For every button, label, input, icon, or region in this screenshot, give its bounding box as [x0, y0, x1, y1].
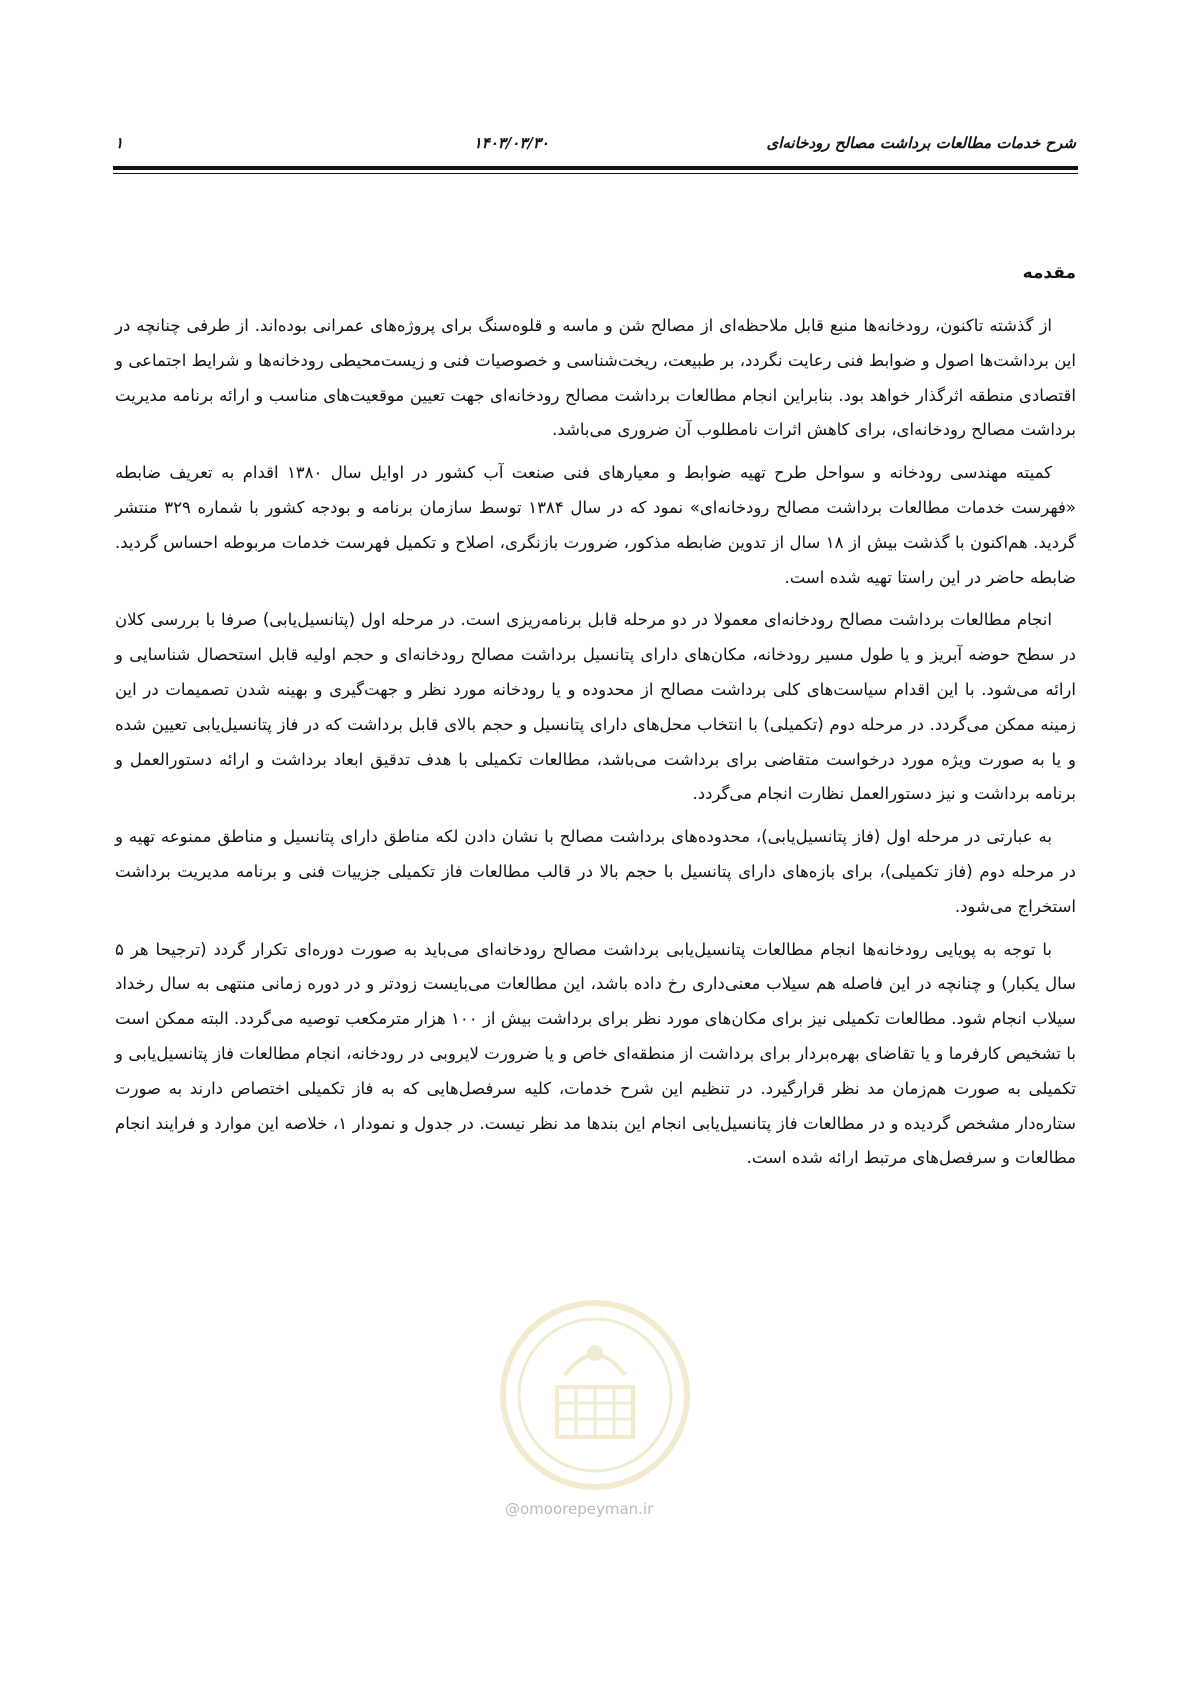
header-title: شرح خدمات مطالعات برداشت مصالح رودخانه‌ای [766, 134, 1076, 152]
watermark-url: @omoorepeyman.ir [505, 1500, 654, 1518]
paragraph: انجام مطالعات برداشت مصالح رودخانه‌ای معمولا در دو مرحله قابل برنامه‌ریزی است. در مرحله اول (پتانسیل‌یابی) صرفا با بررسی کلان در سطح حوضه آبریز و یا طول مسیر رودخانه، مکان‌های دارای پتانسیل برداشت مصالح رودخانه‌ای و حجم اولیه قابل استحصال شناسایی و ارائه می‌شود. با این اقدام سیاست‌های کلی برداشت مصالح از محدوده و یا رودخانه مورد نظر و جهت‌گیری و بهینه شدن تصمیمات در این زمینه ممکن می‌گردد. در مرحله دوم (تکمیلی) با انتخاب محل‌های دارای پتانسیل و حجم بالای قابل برداشت که در فاز پتانسیل‌یابی تعیین شده و یا به صورت ویژه مورد درخواست متقاضی برای برداشت می‌باشد، مطالعات تکمیلی با هدف تدقیق ابعاد برداشت و ارائه دستورالعمل و برنامه برداشت و نیز دستورالعمل نظارت انجام می‌گردد. [115, 610, 1076, 804]
paragraph: با توجه به پویایی رودخانه‌ها انجام مطالعات پتانسیل‌یابی برداشت مصالح رودخانه‌ای می‌باید به صورت دوره‌ای تکرار گردد (ترجیحا هر ۵ سال یکبار) و چنانچه در این فاصله هم سیلاب معنی‌داری رخ داده باشد، این مطالعات می‌بایست زودتر و در دوره زمانی منتهی به سال رخداد سیلاب انجام شود. مطالعات تکمیلی نیز برای مکان‌های مورد نظر برای برداشت بیش از ۱۰۰ هزار مترمکعب توصیه می‌گردد. البته ممکن است با تشخیص کارفرما و یا تقاضای بهره‌بردار برای برداشت از منطقه‌ای خاص و یا ضرورت لایروبی در رودخانه، انجام مطالعات فاز پتانسیل‌یابی و تکمیلی به صورت هم‌زمان مد نظر قرارگیرد. در تنظیم این شرح خدمات، کلیه سرفصل‌هایی که به فاز تکمیلی اختصاص دارند به صورت ستاره‌دار مشخص گردیده و در مطالعات فاز پتانسیل‌یابی انجام این بندها مد نظر نیست. در جدول و نمودار ۱، خلاصه این موارد و فرایند انجام مطالعات و سرفصل‌های مرتبط ارائه شده است. [115, 939, 1077, 1168]
paragraph: به عبارتی در مرحله اول (فاز پتانسیل‌یابی)، محدوده‌های برداشت مصالح با نشان دادن لکه مناطق دارای پتانسیل و مناطق ممنوعه تهیه و در مرحله دوم (فاز تکمیلی)، برای بازه‌های دارای پتانسیل با حجم بالا در قالب مطالعات فاز تکمیلی جزییات فنی و برنامه مدیریت برداشت استخراج می‌شود. [115, 827, 1076, 916]
paragraph: از گذشته تاکنون، رودخانه‌ها منبع قابل ملاحظه‌ای از مصالح شن و ماسه و قلوه‌سنگ برای پروژه‌های عمرانی بوده‌اند. از طرفی چنانچه در این برداشت‌ها اصول و ضوابط فنی رعایت نگردد، بر طبیعت، ریخت‌شناسی و خصوصیات فنی و زیست‌محیطی رودخانه‌ها و شرایط اجتماعی و اقتصادی منطقه اثرگذار خواهد بود. بنابراین انجام مطالعات برداشت مصالح رودخانه‌ای جهت تعیین موقعیت‌های مناسب و ارائه برنامه مدیریت برداشت مصالح رودخانه‌ای، برای کاهش اثرات نامطلوب آن ضروری می‌باشد. [115, 316, 1076, 440]
watermark-seal-icon [495, 1295, 695, 1495]
running-header [115, 128, 1076, 158]
header-date: ۱۴۰۳/۰۳/۳۰ [473, 134, 549, 152]
section-heading: مقدمه [1022, 263, 1076, 283]
paragraph: کمیته مهندسی رودخانه و سواحل طرح تهیه ضوابط و معیارهای فنی صنعت آب کشور در اوایل سال ۱۳۸۰ اقدام به تعریف ضابطه «فهرست خدمات مطالعات برداشت مصالح رودخانه‌ای» نمود که در سال ۱۳۸۴ توسط سازمان برنامه و بودجه کشور با شماره ۳۲۹ منتشر گردید. هم‌اکنون با گذشت بیش از ۱۸ سال از تدوین ضابطه مذکور، ضرورت بازنگری، اصلاح و تکمیل فهرست خدمات مربوطه احساس گردید. ضابطه حاضر در این راستا تهیه شده است. [115, 463, 1076, 587]
header-rule-thick [113, 166, 1078, 170]
body-content [115, 256, 1076, 1184]
header-rule-thin [113, 173, 1078, 174]
page-number: ۱ [115, 134, 124, 152]
